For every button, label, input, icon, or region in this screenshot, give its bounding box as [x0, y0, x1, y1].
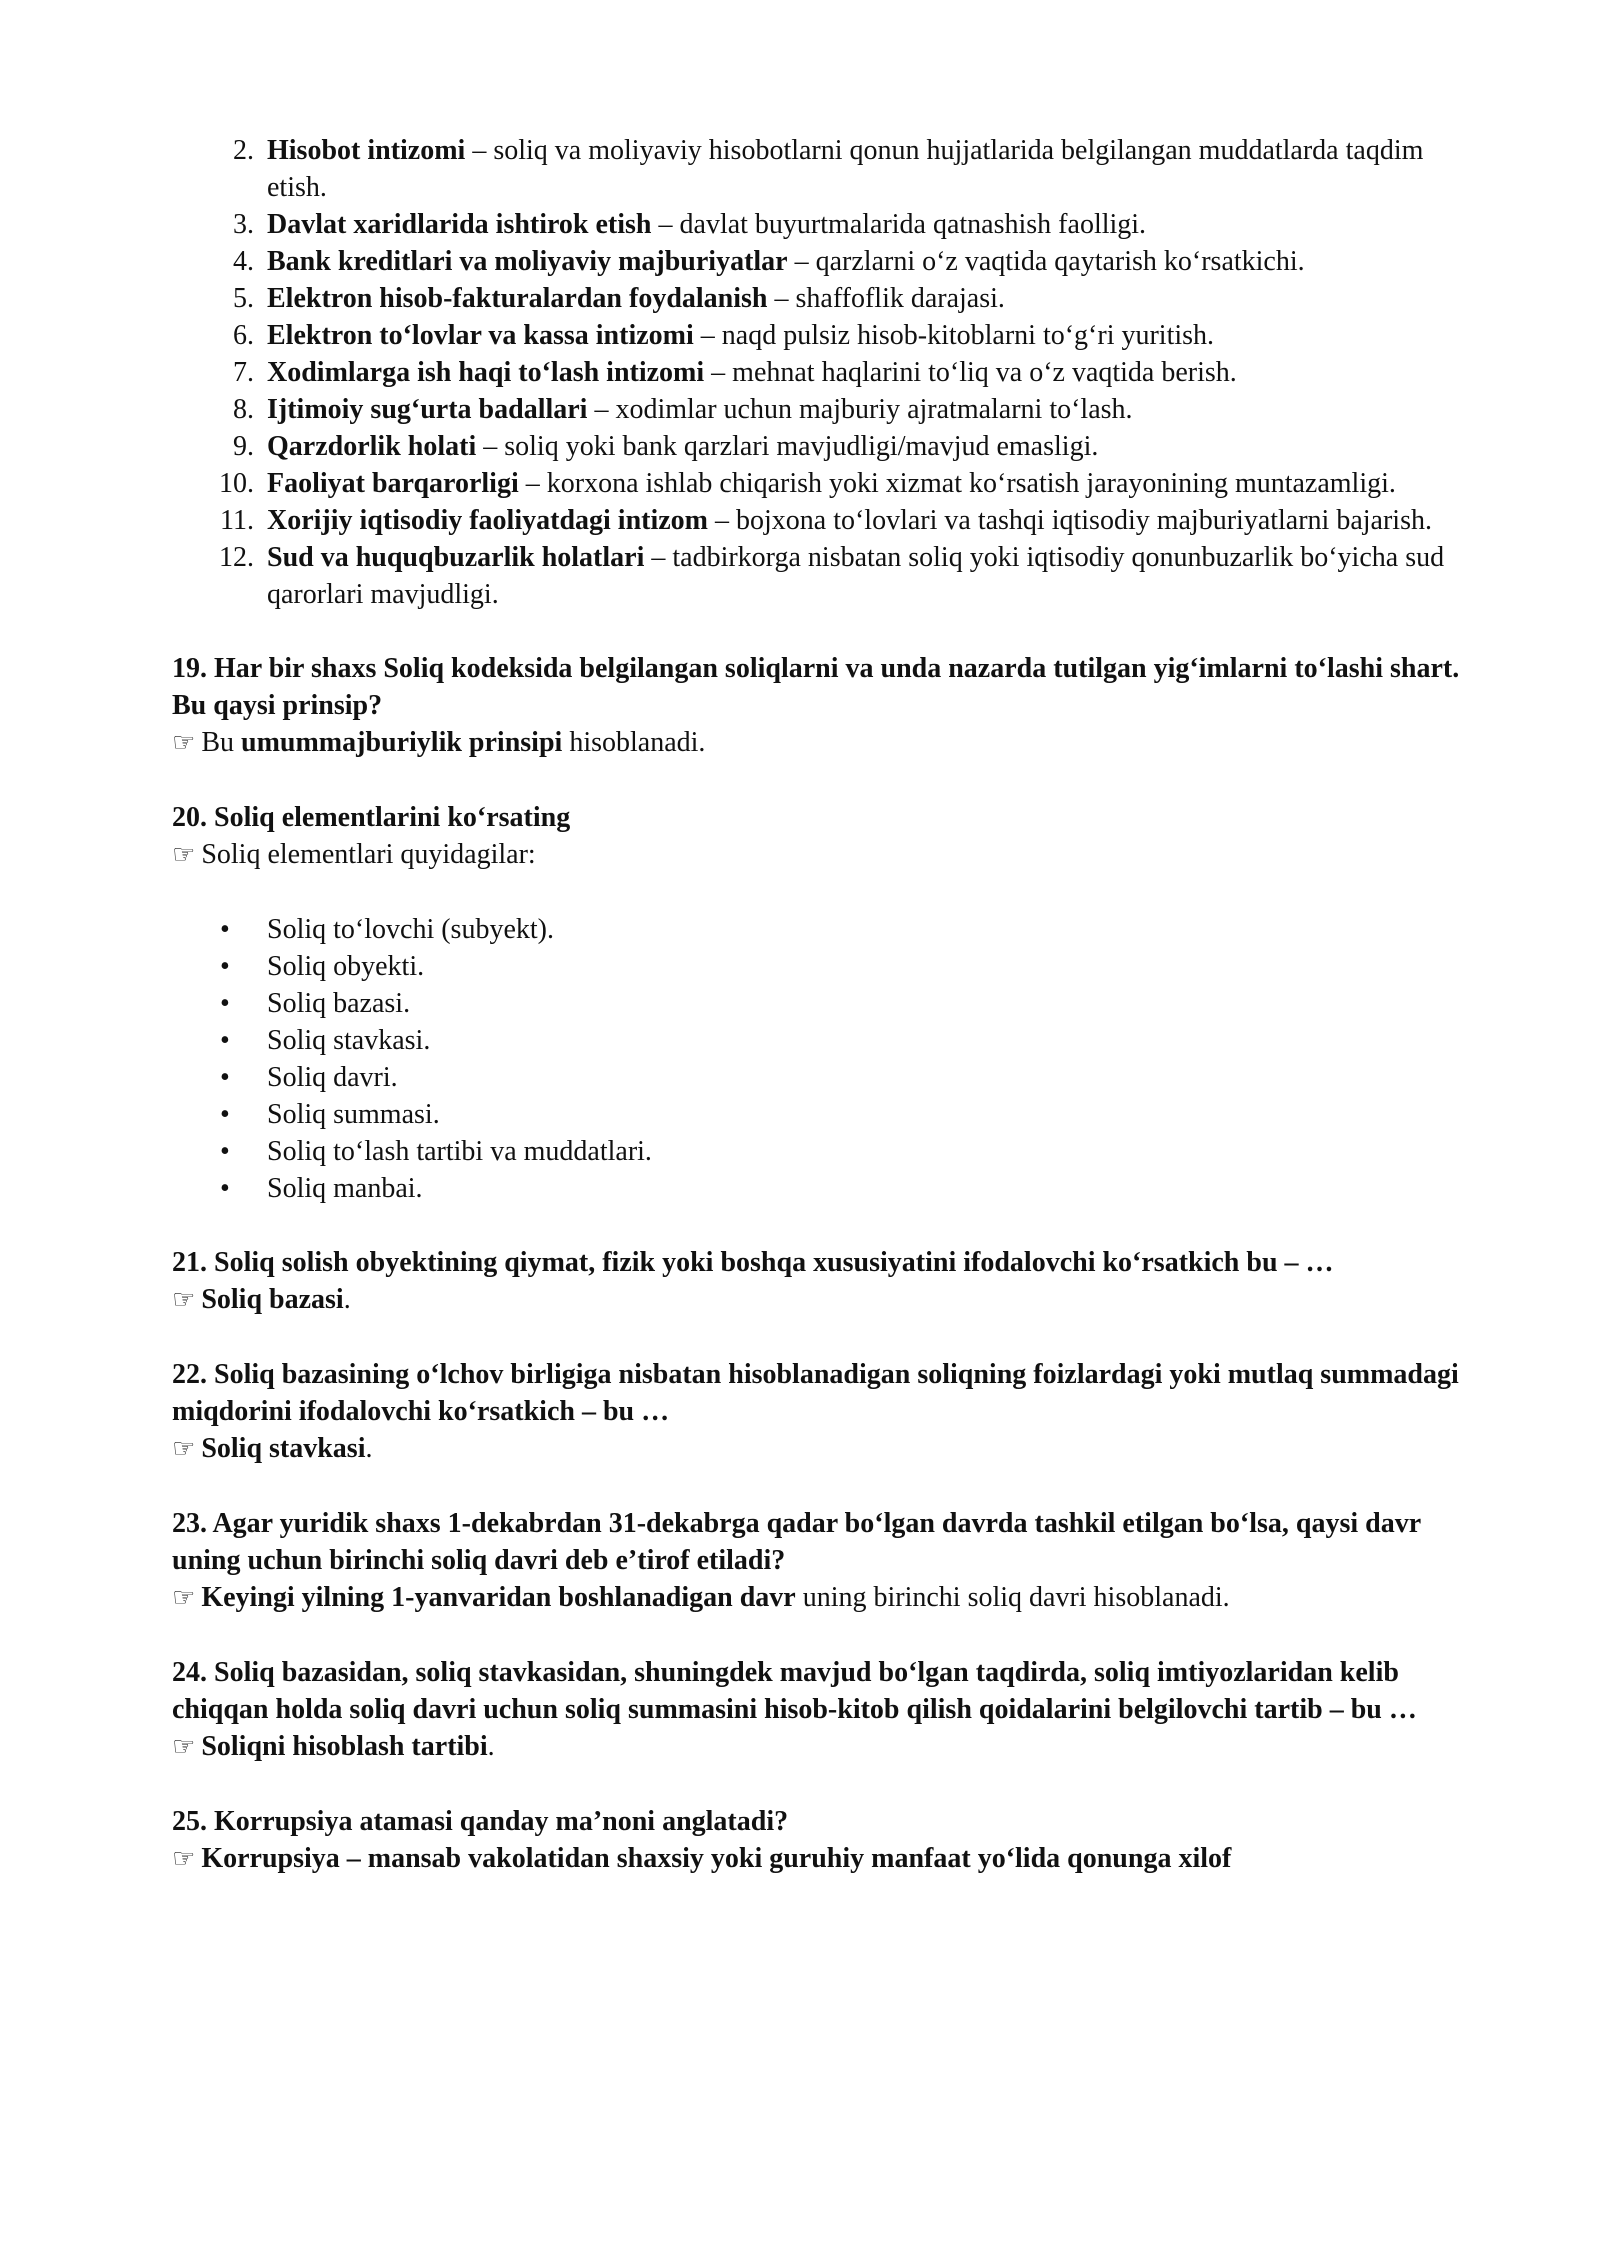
- pointing-hand-icon: ☞: [172, 728, 196, 758]
- bullet-icon: •: [220, 1025, 230, 1056]
- pointing-hand-icon: ☞: [172, 1285, 196, 1315]
- list-item: • Soliq toʻlash tartibi va muddatlari.: [172, 1133, 1482, 1170]
- bullet-icon: •: [220, 1136, 230, 1167]
- answer-25: ☞ Korrupsiya – mansab vakolatidan shaxsiy yoki guruhiy manfaat yoʻlida qonunga xilof: [172, 1843, 1232, 1874]
- list-item-term: Elektron toʻlovlar va kassa intizomi: [267, 320, 694, 351]
- list-item-desc: – shaffoflik darajasi.: [767, 283, 1005, 314]
- question-24: 24. Soliq bazasidan, soliq stavkasidan, shuningdek mavjud boʻlgan taqdirda, soliq imtiyozlaridan kelib chiqqan holda soliq davri uchun soliq summasini hisob-kitob qilish qoidalarini belgilovchi tartib – bu …: [172, 1657, 1417, 1725]
- pointing-hand-icon: ☞: [172, 1732, 196, 1762]
- bullet-icon: •: [220, 914, 230, 945]
- list-item: 3. Davlat xaridlarida ishtirok etish – davlat buyurtmalarida qatnashish faolligi.: [233, 209, 1147, 240]
- list-item: • Soliq toʻlovchi (subyekt).: [172, 911, 1482, 948]
- bullet-icon: •: [220, 1173, 230, 1204]
- list-item: • Soliq summasi.: [172, 1096, 1482, 1133]
- list-item: 5. Elektron hisob-fakturalardan foydalanish – shaffoflik darajasi.: [233, 283, 1005, 314]
- list-item-desc: – qarzlarni oʻz vaqtida qaytarish koʻrsatkichi.: [787, 246, 1305, 277]
- answer-22: ☞ Soliq stavkasi.: [172, 1433, 373, 1464]
- list-item: • Soliq bazasi.: [172, 985, 1482, 1022]
- list-item: 9. Qarzdorlik holati – soliq yoki bank qarzlari mavjudligi/mavjud emasligi.: [233, 431, 1099, 462]
- tax-elements-list: [172, 911, 1482, 1207]
- list-item: 12. Sud va huquqbuzarlik holatlari – tadbirkorga nisbatan soliq yoki iqtisodiy qonunbuzarlik boʻyicha sud qarorlari mavjudligi.: [219, 542, 1445, 610]
- list-item: • Soliq obyekti.: [172, 948, 1482, 985]
- list-item-desc: – tadbirkorga nisbatan soliq yoki iqtisodiy qonunbuzarlik boʻyicha sud qarorlari mavjudligi.: [267, 542, 1445, 610]
- question-25: 25. Korrupsiya atamasi qanday maʼnoni anglatadi?: [172, 1806, 789, 1837]
- document-content: [172, 132, 1482, 1878]
- question-19: 19. Har bir shaxs Soliq kodeksida belgilangan soliqlarni va unda nazarda tutilgan yigʻimlarni toʻlashi shart. Bu qaysi prinsip?: [172, 653, 1460, 721]
- list-item-desc: – xodimlar uchun majburiy ajratmalarni toʻlash.: [587, 394, 1133, 425]
- list-item: • Soliq davri.: [172, 1059, 1482, 1096]
- criteria-list: [172, 132, 1482, 613]
- list-item-term: Xorijiy iqtisodiy faoliyatdagi intizom: [267, 505, 708, 536]
- question-23: 23. Agar yuridik shaxs 1-dekabrdan 31-dekabrga qadar boʻlgan davrda tashkil etilgan boʻlsa, qaysi davr uning uchun birinchi soliq davri deb eʼtirof etiladi?: [172, 1508, 1421, 1576]
- bullet-icon: •: [220, 1062, 230, 1093]
- bullet-icon: •: [220, 988, 230, 1019]
- list-item: 8. Ijtimoiy sugʻurta badallari – xodimlar uchun majburiy ajratmalarni toʻlash.: [233, 394, 1133, 425]
- list-item: 7. Xodimlarga ish haqi toʻlash intizomi – mehnat haqlarini toʻliq va oʻz vaqtida berish.: [233, 357, 1237, 388]
- list-item-term: Qarzdorlik holati: [267, 431, 477, 462]
- pointing-hand-icon: ☞: [172, 1844, 196, 1874]
- answer-21: ☞ Soliq bazasi.: [172, 1284, 351, 1315]
- list-item: 10. Faoliyat barqarorligi – korxona ishlab chiqarish yoki xizmat koʻrsatish jarayonining muntazamligi.: [219, 468, 1396, 499]
- answer-19: ☞ Bu umummajburiylik prinsipi hisoblanadi.: [172, 727, 706, 758]
- list-item: 4. Bank kreditlari va moliyaviy majburiyatlar – qarzlarni oʻz vaqtida qaytarish koʻrsatkichi.: [233, 246, 1305, 277]
- list-item-desc: – korxona ishlab chiqarish yoki xizmat koʻrsatish jarayonining muntazamligi.: [518, 468, 1396, 499]
- list-item-desc: – soliq yoki bank qarzlari mavjudligi/mavjud emasligi.: [476, 431, 1099, 462]
- list-item-desc: – davlat buyurtmalarida qatnashish faolligi.: [651, 209, 1147, 240]
- list-item: • Soliq stavkasi.: [172, 1022, 1482, 1059]
- bullet-icon: •: [220, 1099, 230, 1130]
- list-item-term: Ijtimoiy sugʻurta badallari: [267, 394, 588, 425]
- list-item-term: Xodimlarga ish haqi toʻlash intizomi: [267, 357, 705, 388]
- list-item-term: Faoliyat barqarorligi: [267, 468, 519, 499]
- answer-20: ☞ Soliq elementlari quyidagilar:: [172, 839, 536, 870]
- list-item: • Soliq manbai.: [172, 1170, 1482, 1207]
- question-21: 21. Soliq solish obyektining qiymat, fizik yoki boshqa xususiyatini ifodalovchi koʻrsatkich bu – …: [172, 1247, 1334, 1278]
- list-item: 6. Elektron toʻlovlar va kassa intizomi – naqd pulsiz hisob-kitoblarni toʻgʻri yuritish.: [233, 320, 1215, 351]
- pointing-hand-icon: ☞: [172, 1583, 196, 1613]
- question-22: 22. Soliq bazasining oʻlchov birligiga nisbatan hisoblanadigan soliqning foizlardagi yoki mutlaq summadagi miqdorini ifodalovchi koʻrsatkich – bu …: [172, 1359, 1459, 1427]
- list-item: 2. Hisobot intizomi – soliq va moliyaviy hisobotlarni qonun hujjatlarida belgilangan muddatlarda taqdim etish.: [233, 135, 1424, 203]
- list-item-term: Hisobot intizomi: [267, 135, 466, 166]
- answer-23: ☞ Keyingi yilning 1-yanvaridan boshlanadigan davr uning birinchi soliq davri hisoblanadi.: [172, 1582, 1230, 1613]
- list-item-desc: – mehnat haqlarini toʻliq va oʻz vaqtida berish.: [704, 357, 1237, 388]
- bullet-icon: •: [220, 951, 230, 982]
- list-item-term: Davlat xaridlarida ishtirok etish: [267, 209, 652, 240]
- pointing-hand-icon: ☞: [172, 840, 196, 870]
- list-item-term: Sud va huquqbuzarlik holatlari: [267, 542, 645, 573]
- list-item-desc: – soliq va moliyaviy hisobotlarni qonun hujjatlarida belgilangan muddatlarda taqdim etish.: [267, 135, 1424, 203]
- list-item-desc: – naqd pulsiz hisob-kitoblarni toʻgʻri yuritish.: [693, 320, 1215, 351]
- list-item-desc: – bojxona toʻlovlari va tashqi iqtisodiy majburiyatlarni bajarish.: [708, 505, 1432, 536]
- list-item-term: Elektron hisob-fakturalardan foydalanish: [267, 283, 768, 314]
- list-item-term: Bank kreditlari va moliyaviy majburiyatlar: [267, 246, 788, 277]
- answer-24: ☞ Soliqni hisoblash tartibi.: [172, 1731, 495, 1762]
- list-item: 11. Xorijiy iqtisodiy faoliyatdagi intizom – bojxona toʻlovlari va tashqi iqtisodiy majburiyatlarni bajarish.: [220, 505, 1432, 536]
- question-20: 20. Soliq elementlarini koʻrsating: [172, 802, 571, 833]
- pointing-hand-icon: ☞: [172, 1434, 196, 1464]
